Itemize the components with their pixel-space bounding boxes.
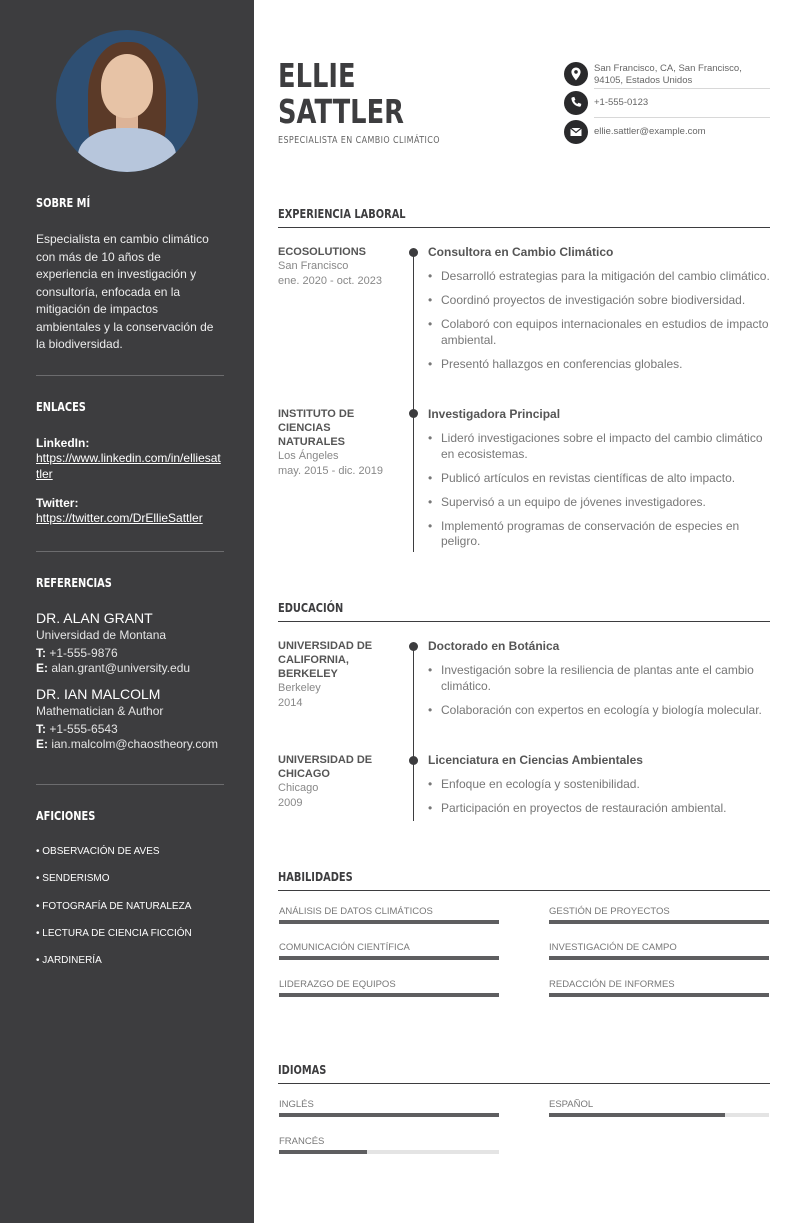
reference-email xyxy=(36,737,224,751)
avatar-face xyxy=(101,54,153,118)
reference-phone xyxy=(36,646,224,660)
dates: 2014 xyxy=(278,696,303,709)
divider xyxy=(594,88,770,89)
experience-heading xyxy=(278,207,770,221)
address-line: 94105, Estados Unidos xyxy=(594,75,693,86)
bullet-item: • Coordinó proyectos de investigación sobre biodiversidad. xyxy=(428,293,770,309)
email-value: ian.malcolm@chaostheory.com xyxy=(51,737,219,751)
phone-icon xyxy=(564,91,588,115)
skill-item xyxy=(279,979,499,990)
about-text: Especialista en cambio climático con más de 10 años de experiencia en investigación y consultoría, enfocada en la mitigación de impactos ambientales y la conservación de la biodiversidad. xyxy=(36,232,214,351)
hobby-item: • JARDINERÍA xyxy=(36,955,102,967)
hobbies-section xyxy=(36,809,224,982)
section-title: IDIOMAS xyxy=(278,1063,327,1077)
bullet-list xyxy=(428,269,770,372)
email-label: E: xyxy=(36,661,48,675)
phone-label: T: xyxy=(36,646,46,660)
address-text xyxy=(594,63,742,87)
skill-name: GESTIÓN DE PROYECTOS xyxy=(549,906,670,917)
avatar-shirt xyxy=(78,128,176,172)
skill-bar-fill xyxy=(279,956,499,960)
education-meta xyxy=(278,753,398,810)
degree-title: Licenciatura en Ciencias Ambientales xyxy=(428,753,643,767)
about-heading: SOBRE MÍ xyxy=(36,196,91,210)
location: Chicago xyxy=(278,782,319,794)
sidebar xyxy=(0,0,254,1223)
role-title: Investigadora Principal xyxy=(428,407,561,421)
hobby-item: • SENDERISMO xyxy=(36,873,110,885)
skill-bar xyxy=(279,956,499,960)
bullet-item: • Presentó hallazgos en conferencias globales. xyxy=(428,357,770,373)
full-name xyxy=(278,58,404,130)
address-line: San Francisco, CA, San Francisco, xyxy=(594,63,742,74)
linkedin-link[interactable]: https://www.linkedin.com/in/elliesattler xyxy=(36,451,221,481)
education-heading xyxy=(278,601,770,615)
location: San Francisco xyxy=(278,260,349,272)
skill-item xyxy=(549,906,769,917)
language-bar xyxy=(279,1113,499,1117)
skill-item xyxy=(549,979,769,990)
language-bar-fill xyxy=(279,1150,367,1154)
section-title: HABILIDADES xyxy=(278,870,353,884)
reference-org: Mathematician & Author xyxy=(36,704,164,718)
education-detail xyxy=(428,753,770,825)
hobbies-heading: AFICIONES xyxy=(36,809,96,823)
hobbies-list xyxy=(36,846,224,982)
hobby-item: • LECTURA DE CIENCIA FICCIÓN xyxy=(36,927,192,939)
bullet-item: • Enfoque en ecología y sostenibilidad. xyxy=(428,777,770,793)
skill-bar xyxy=(279,920,499,924)
skill-name: COMUNICACIÓN CIENTÍFICA xyxy=(279,942,410,953)
timeline-dot xyxy=(409,248,418,257)
institution: UNIVERSIDAD DE CALIFORNIA, BERKELEY xyxy=(278,640,373,680)
language-item xyxy=(279,1136,499,1147)
employer: INSTITUTO DE CIENCIAS NATURALES xyxy=(278,408,355,448)
link-item-twitter xyxy=(36,496,224,526)
location: Berkeley xyxy=(278,682,321,694)
references-section xyxy=(36,576,224,751)
timeline-dot xyxy=(409,756,418,765)
divider xyxy=(36,551,224,552)
experience-meta xyxy=(278,407,398,478)
job-title: ESPECIALISTA EN CAMBIO CLIMÁTICO xyxy=(278,135,440,146)
twitter-link[interactable]: https://twitter.com/DrEllieSattler xyxy=(36,511,203,525)
role-title: Consultora en Cambio Climático xyxy=(428,245,614,259)
dates: 2009 xyxy=(278,796,303,809)
degree-title: Doctorado en Botánica xyxy=(428,639,560,653)
skill-bar-fill xyxy=(279,993,499,997)
hobby-item: • FOTOGRAFÍA DE NATURALEZA xyxy=(36,900,192,912)
education-detail xyxy=(428,639,770,727)
language-bar-fill xyxy=(279,1113,499,1117)
section-title: EXPERIENCIA LABORAL xyxy=(278,207,406,221)
link-item-linkedin xyxy=(36,436,224,482)
skill-bar xyxy=(549,956,769,960)
experience-detail xyxy=(428,407,770,558)
language-name: INGLÉS xyxy=(279,1099,314,1110)
section-rule xyxy=(278,621,770,622)
bullet-item: • Publicó artículos en revistas científicas de alto impacto. xyxy=(428,471,770,487)
skill-name: LIDERAZGO DE EQUIPOS xyxy=(279,979,396,990)
education-meta xyxy=(278,639,398,710)
avatar xyxy=(56,30,198,172)
divider xyxy=(36,375,224,376)
timeline-dot xyxy=(409,409,418,418)
references-heading: REFERENCIAS xyxy=(36,576,112,590)
about-section xyxy=(36,196,224,354)
timeline-dot xyxy=(409,642,418,651)
bullet-item: • Desarrolló estrategias para la mitigación del cambio climático. xyxy=(428,269,770,285)
bullet-list xyxy=(428,663,770,718)
skill-bar xyxy=(549,993,769,997)
language-name: FRANCÉS xyxy=(279,1136,325,1147)
reference-phone xyxy=(36,722,224,736)
email-value: alan.grant@university.edu xyxy=(51,661,191,675)
dates: ene. 2020 - oct. 2023 xyxy=(278,274,382,287)
skill-bar-fill xyxy=(279,920,499,924)
experience-detail xyxy=(428,245,770,381)
language-item xyxy=(549,1099,769,1110)
links-heading: ENLACES xyxy=(36,400,86,414)
bullet-item: • Participación en proyectos de restauración ambiental. xyxy=(428,801,770,817)
bullet-item: • Colaboró con equipos internacionales en estudios de impacto ambiental. xyxy=(428,317,770,348)
location: Los Ángeles xyxy=(278,450,339,462)
divider xyxy=(594,117,770,118)
reference-name: DR. IAN MALCOLM xyxy=(36,686,161,702)
language-bar-fill xyxy=(549,1113,725,1117)
section-rule xyxy=(278,890,770,891)
dates: may. 2015 - dic. 2019 xyxy=(278,464,383,477)
section-rule xyxy=(278,1083,770,1084)
skill-name: ANÁLISIS DE DATOS CLIMÁTICOS xyxy=(279,906,433,917)
bullet-item: • Implementó programas de conservación de especies en peligro. xyxy=(428,519,770,550)
reference-item xyxy=(36,610,224,675)
hobby-item: • OBSERVACIÓN DE AVES xyxy=(36,846,160,857)
language-name: ESPAÑOL xyxy=(549,1099,594,1110)
skill-name: INVESTIGACIÓN DE CAMPO xyxy=(549,942,677,953)
divider xyxy=(36,784,224,785)
reference-email xyxy=(36,661,224,675)
bullet-item: • Supervisó a un equipo de jóvenes investigadores. xyxy=(428,495,770,511)
language-bar xyxy=(279,1150,499,1154)
language-item xyxy=(279,1099,499,1110)
bullet-item: • Colaboración con expertos en ecología y biología molecular. xyxy=(428,703,770,719)
skill-bar-fill xyxy=(549,956,769,960)
language-bar xyxy=(549,1113,769,1117)
envelope-icon xyxy=(564,120,588,144)
skill-item xyxy=(279,906,499,917)
experience-meta xyxy=(278,245,398,288)
reference-item xyxy=(36,686,224,751)
last-name: SATTLER xyxy=(278,92,404,131)
section-title: EDUCACIÓN xyxy=(278,601,344,615)
phone-label: T: xyxy=(36,722,46,736)
email-label: E: xyxy=(36,737,48,751)
bullet-list xyxy=(428,431,770,550)
links-section xyxy=(36,400,224,526)
languages-heading xyxy=(278,1063,770,1077)
reference-name: DR. ALAN GRANT xyxy=(36,610,153,626)
link-label: Twitter: xyxy=(36,496,79,510)
first-name: ELLIE xyxy=(278,56,356,95)
location-pin-icon xyxy=(564,62,588,86)
skill-bar-fill xyxy=(549,920,769,924)
section-rule xyxy=(278,227,770,228)
skills-heading xyxy=(278,870,770,884)
phone-text: +1-555-0123 xyxy=(594,97,649,108)
employer: ECOSOLUTIONS xyxy=(278,246,367,258)
experience-timeline xyxy=(413,252,414,552)
bullet-item: • Lideró investigaciones sobre el impacto del cambio climático en ecosistemas. xyxy=(428,431,770,462)
skill-bar xyxy=(549,920,769,924)
link-label: LinkedIn: xyxy=(36,436,90,450)
skill-item xyxy=(549,942,769,953)
skill-name: REDACCIÓN DE INFORMES xyxy=(549,979,675,990)
skill-bar xyxy=(279,993,499,997)
phone-value: +1-555-6543 xyxy=(49,722,118,736)
bullet-item: • Investigación sobre la resiliencia de plantas ante el cambio climático. xyxy=(428,663,770,694)
bullet-list xyxy=(428,777,770,817)
phone-value: +1-555-9876 xyxy=(49,646,118,660)
institution: UNIVERSIDAD DE CHICAGO xyxy=(278,754,373,780)
skill-bar-fill xyxy=(549,993,769,997)
education-timeline xyxy=(413,646,414,821)
skill-item xyxy=(279,942,499,953)
reference-org: Universidad de Montana xyxy=(36,628,167,642)
email-text[interactable]: ellie.sattler@example.com xyxy=(594,126,706,137)
